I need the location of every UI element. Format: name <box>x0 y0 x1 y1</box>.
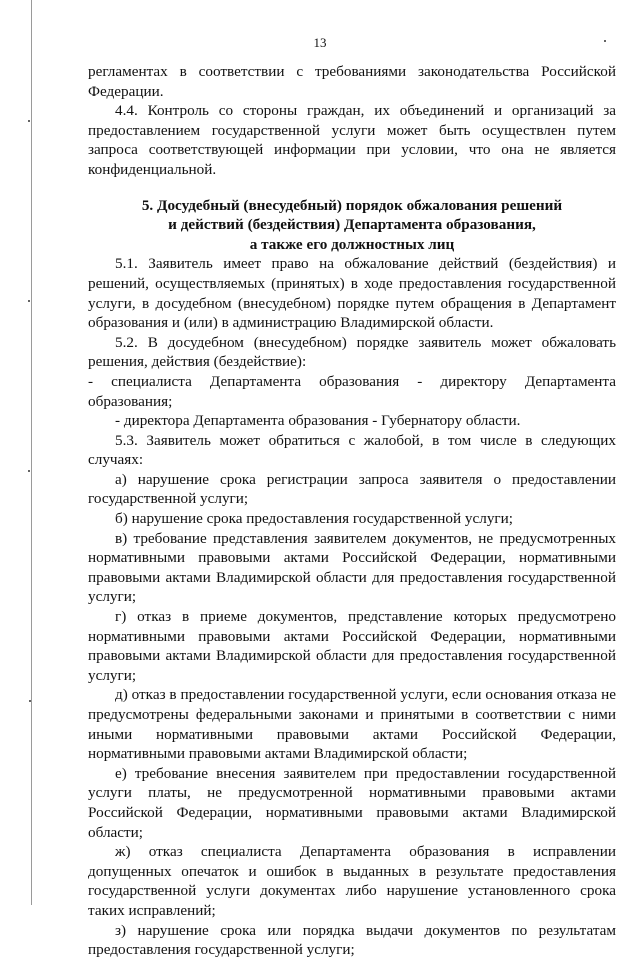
case-a: а) нарушение срока регистрации запроса заявителя о предоставлении государственной услуги; <box>88 470 616 508</box>
paragraph-5-2-item-specialist: - специалиста Департамента образования - директору Департамента образования; <box>88 372 616 410</box>
case-b: б) нарушение срока предоставления государственной услуги; <box>115 510 513 528</box>
paragraph-5-1: 5.1. Заявитель имеет право на обжалование действий (бездействия) и решений, осуществляемых (принятых) в ходе предоставления государственной услуги, в досудебном (внесудебном) порядке путем обращения в Департамент образования и (или) в администрацию Владимирской области. <box>88 255 616 332</box>
section-5-heading-line-3: а также его должностных лиц <box>249 235 455 253</box>
paragraph-5-3: 5.3. Заявитель может обратиться с жалобой, в том числе в следующих случаях: <box>88 431 616 469</box>
scan-speck <box>29 700 31 702</box>
case-e: е) требование внесения заявителем при предоставлении государственной услуги платы, не предусмотренной нормативными правовыми актами Российской Федерации, нормативными правовыми актами Владимирской области; <box>88 764 616 841</box>
scan-page-edge <box>31 0 32 905</box>
scan-speck <box>28 470 30 472</box>
section-5-heading-line-1: 5. Досудебный (внесудебный) порядок обжалования решений <box>141 196 563 214</box>
section-5-heading <box>88 196 616 255</box>
case-zh: ж) отказ специалиста Департамента образования в исправлении допущенных опечаток и ошибок в выданных в результате предоставления государственной услуги документах либо нарушение установленного срока таких исправлений; <box>88 843 616 919</box>
continuation-paragraph: регламентах в соответствии с требованиями законодательства Российской Федерации. <box>88 63 616 100</box>
section-5-heading-line-2: и действий (бездействия) Департамента образования, <box>168 216 536 234</box>
case-g: г) отказ в приеме документов, представление которых предусмотрено нормативными правовыми актами Российской Федерации, нормативными правовыми актами Владимирской области для предоставления государственной услуги; <box>88 608 616 684</box>
document-body <box>88 62 616 960</box>
paragraph-4-4: 4.4. Контроль со стороны граждан, их объединений и организаций за предоставлением государственной услуги может быть осуществлен путем запроса соответствующей информации при условии, что она не является конфиденциальной. <box>88 102 616 178</box>
scan-speck <box>28 120 30 122</box>
case-z: з) нарушение срока или порядка выдачи документов по результатам предоставления государственной услуги; <box>88 921 616 959</box>
page-number: 13 <box>313 35 327 50</box>
paragraph-5-2-item-director: - директора Департамента образования - Губернатору области. <box>115 412 521 430</box>
scan-speck <box>28 300 30 302</box>
case-d: д) отказ в предоставлении государственной услуги, если основания отказа не предусмотрены федеральными законами и принятыми в соответствии с ними иными нормативными правовыми актами Российской Федерации, нормативными правовыми актами Владимирской области; <box>88 686 616 763</box>
case-v: в) требование представления заявителем документов, не предусмотренных нормативными правовыми актами Российской Федерации, нормативными правовыми актами Владимирской области для предоставления государственной услуги; <box>88 529 616 606</box>
paragraph-5-2: 5.2. В досудебном (внесудебном) порядке заявитель может обжаловать решения, действия (бездействие): <box>88 333 616 371</box>
